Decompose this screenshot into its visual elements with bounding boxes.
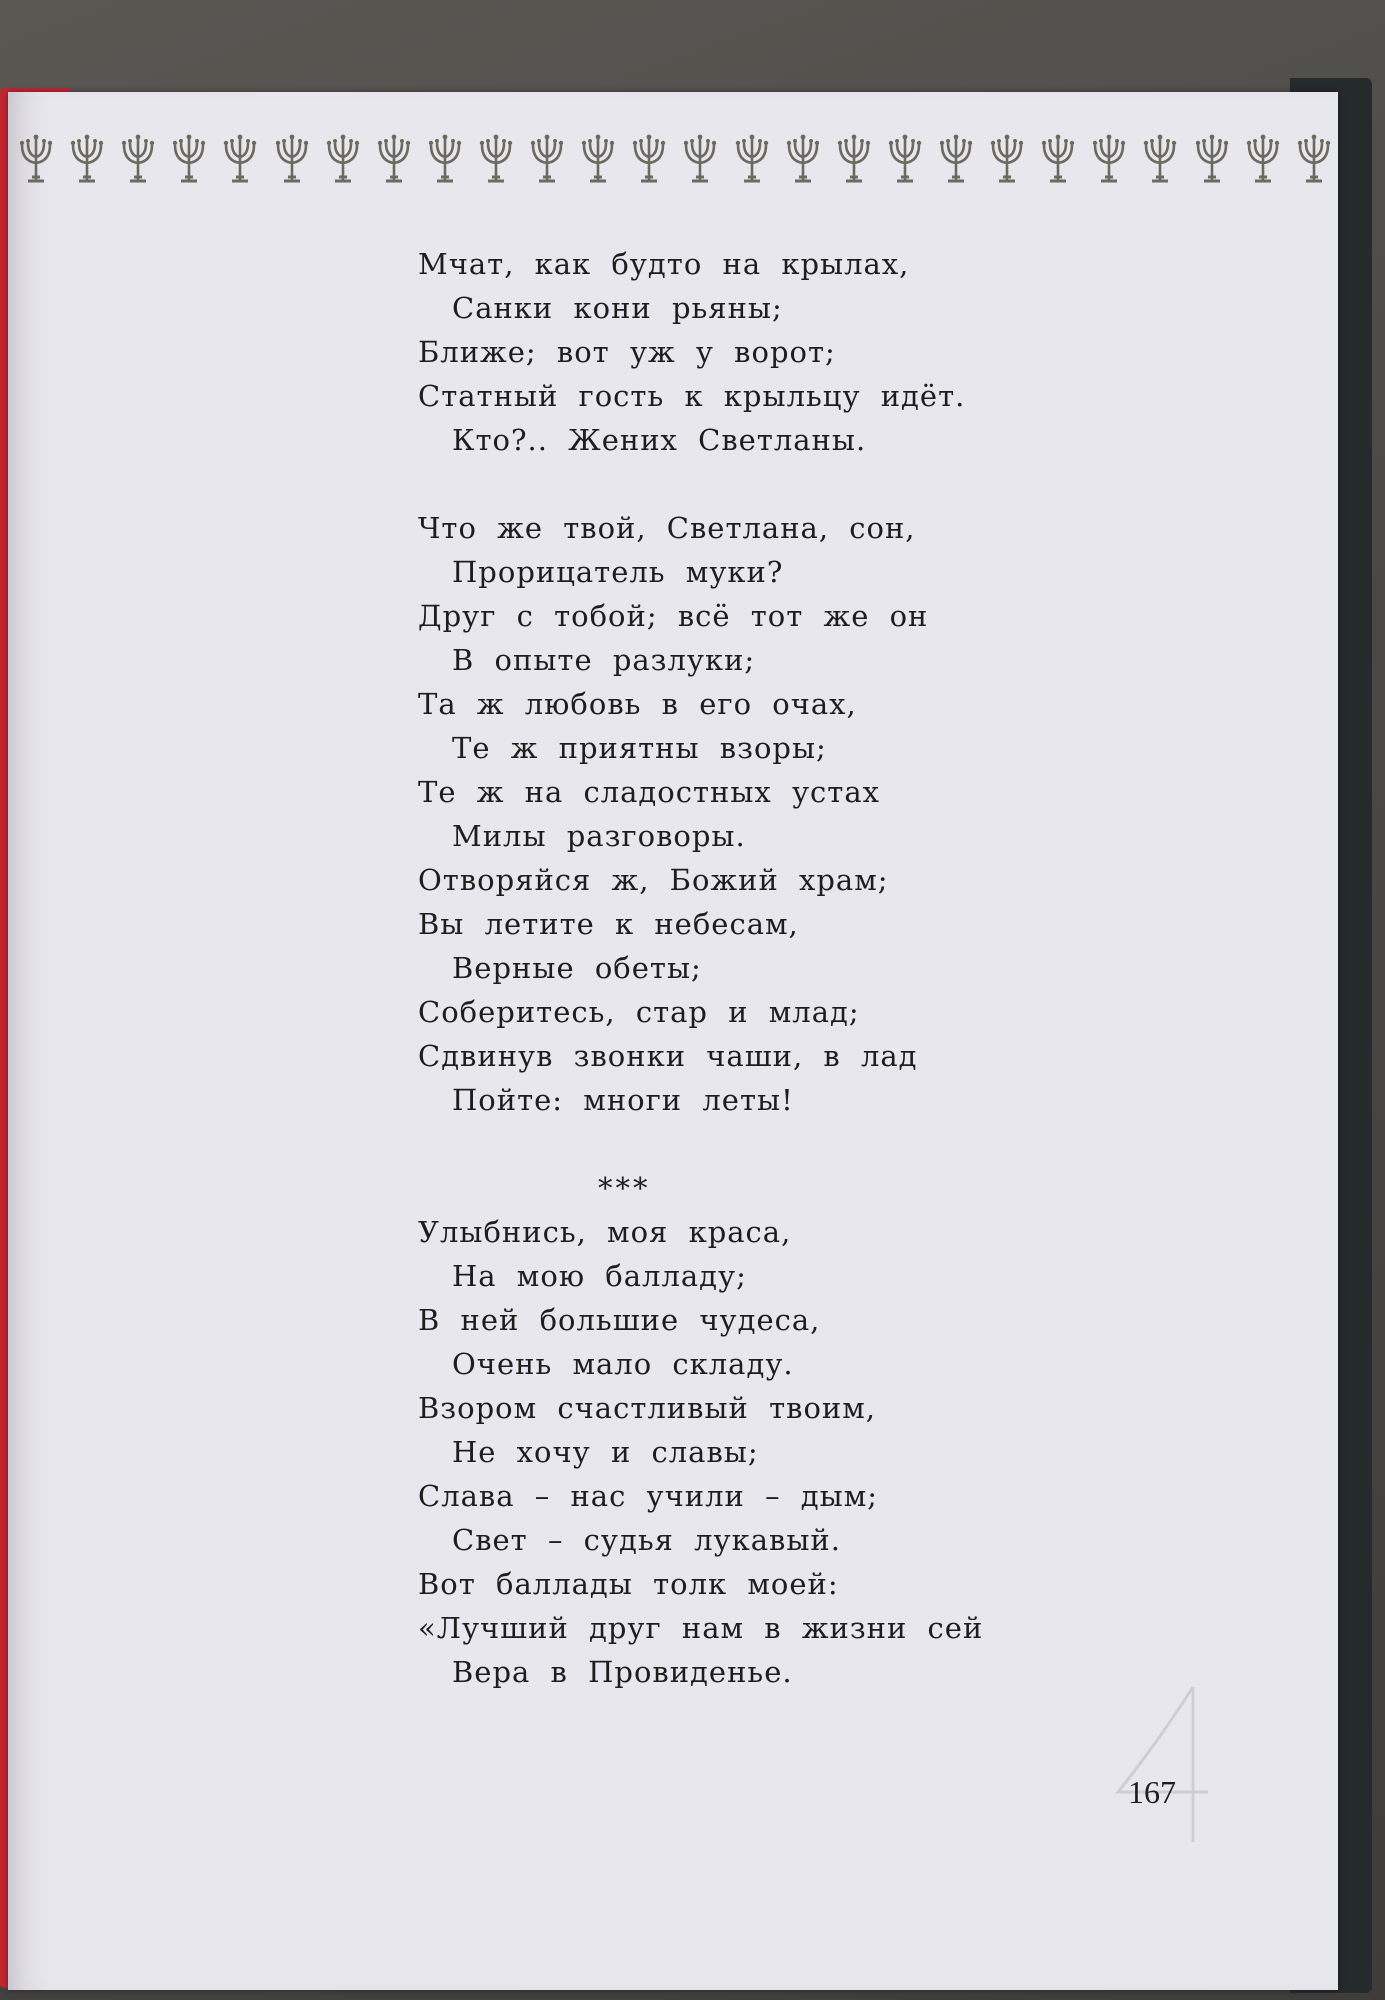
poem-line: Статный гость к крыльцу идёт. [418, 379, 966, 413]
candelabra-icon [934, 131, 978, 187]
poem-line: Та ж любовь в его очах, [418, 687, 857, 721]
poem-line: В опыте разлуки; [452, 643, 756, 677]
stanza-gap [418, 462, 1038, 506]
candelabra-icon [832, 131, 876, 187]
stanza-gap [418, 1122, 1038, 1166]
candelabra-icon [1138, 131, 1182, 187]
candelabra-icon [781, 131, 825, 187]
page-number: 167 [1128, 1774, 1176, 1810]
poem-line: Взором счастливый твоим, [418, 1391, 877, 1425]
candelabra-icon [985, 131, 1029, 187]
candelabra-icon [423, 131, 467, 187]
section-separator: *** [598, 1171, 651, 1205]
poem-line: Те ж на сладостных устах [418, 775, 880, 809]
poem-line: Вера в Провиденье. [452, 1655, 793, 1689]
page-corner-ornament [1098, 1682, 1218, 1862]
poem-line: Пойте: многи леты! [452, 1083, 794, 1117]
book-page [8, 92, 1338, 1990]
candelabra-icon [65, 131, 109, 187]
candelabra-icon [678, 131, 722, 187]
poem-line: Что же твой, Светлана, сон, [418, 511, 916, 545]
poem-line: Улыбнись, моя краса, [418, 1215, 792, 1249]
poem-line: «Лучший друг нам в жизни сей [418, 1611, 984, 1645]
candelabra-icon [372, 131, 416, 187]
poem-text [418, 242, 1038, 1694]
poem-line: Ближе; вот уж у ворот; [418, 335, 836, 369]
candelabra-icon [525, 131, 569, 187]
candelabra-icon [883, 131, 927, 187]
poem-line: Вы летите к небесам, [418, 907, 799, 941]
candelabra-icon [14, 131, 58, 187]
candelabra-icon [1190, 131, 1234, 187]
poem-line: Не хочу и славы; [452, 1435, 759, 1469]
candelabra-icon [576, 131, 620, 187]
poem-line: Милы разговоры. [452, 819, 746, 853]
poem-line: Верные обеты; [452, 951, 702, 985]
candelabra-icon [730, 131, 774, 187]
poem-line: Вот баллады толк моей: [418, 1567, 839, 1601]
poem-line: Друг с тобой; всё тот же он [418, 599, 929, 633]
candelabra-icon [1036, 131, 1080, 187]
candelabra-icon [321, 131, 365, 187]
poem-line: На мою балладу; [452, 1259, 747, 1293]
candelabra-icon [1087, 131, 1131, 187]
poem-line: Кто?.. Жених Светланы. [452, 423, 867, 457]
poem-line: Санки кони рьяны; [452, 291, 783, 325]
poem-line: Прорицатель муки? [452, 555, 784, 589]
poem-line: Отворяйся ж, Божий храм; [418, 863, 889, 897]
poem-line: Соберитесь, стар и млад; [418, 995, 860, 1029]
candelabra-icon [218, 131, 262, 187]
candelabra-icon [1241, 131, 1285, 187]
poem-line: Мчат, как будто на крылах, [418, 247, 910, 281]
candelabra-icon [1292, 131, 1336, 187]
poem-line: Слава – нас учили – дым; [418, 1479, 879, 1513]
poem-line: Сдвинув звонки чаши, в лад [418, 1039, 918, 1073]
candelabra-icon [116, 131, 160, 187]
poem-line: Очень мало складу. [452, 1347, 794, 1381]
poem-line: В ней большие чудеса, [418, 1303, 821, 1337]
poem-line: Те ж приятны взоры; [452, 731, 827, 765]
poem-line: Свет – судья лукавый. [452, 1523, 841, 1557]
candelabra-icon [474, 131, 518, 187]
candelabra-icon [627, 131, 671, 187]
candelabra-icon [270, 131, 314, 187]
ornament-border [10, 127, 1340, 187]
candelabra-icon [167, 131, 211, 187]
